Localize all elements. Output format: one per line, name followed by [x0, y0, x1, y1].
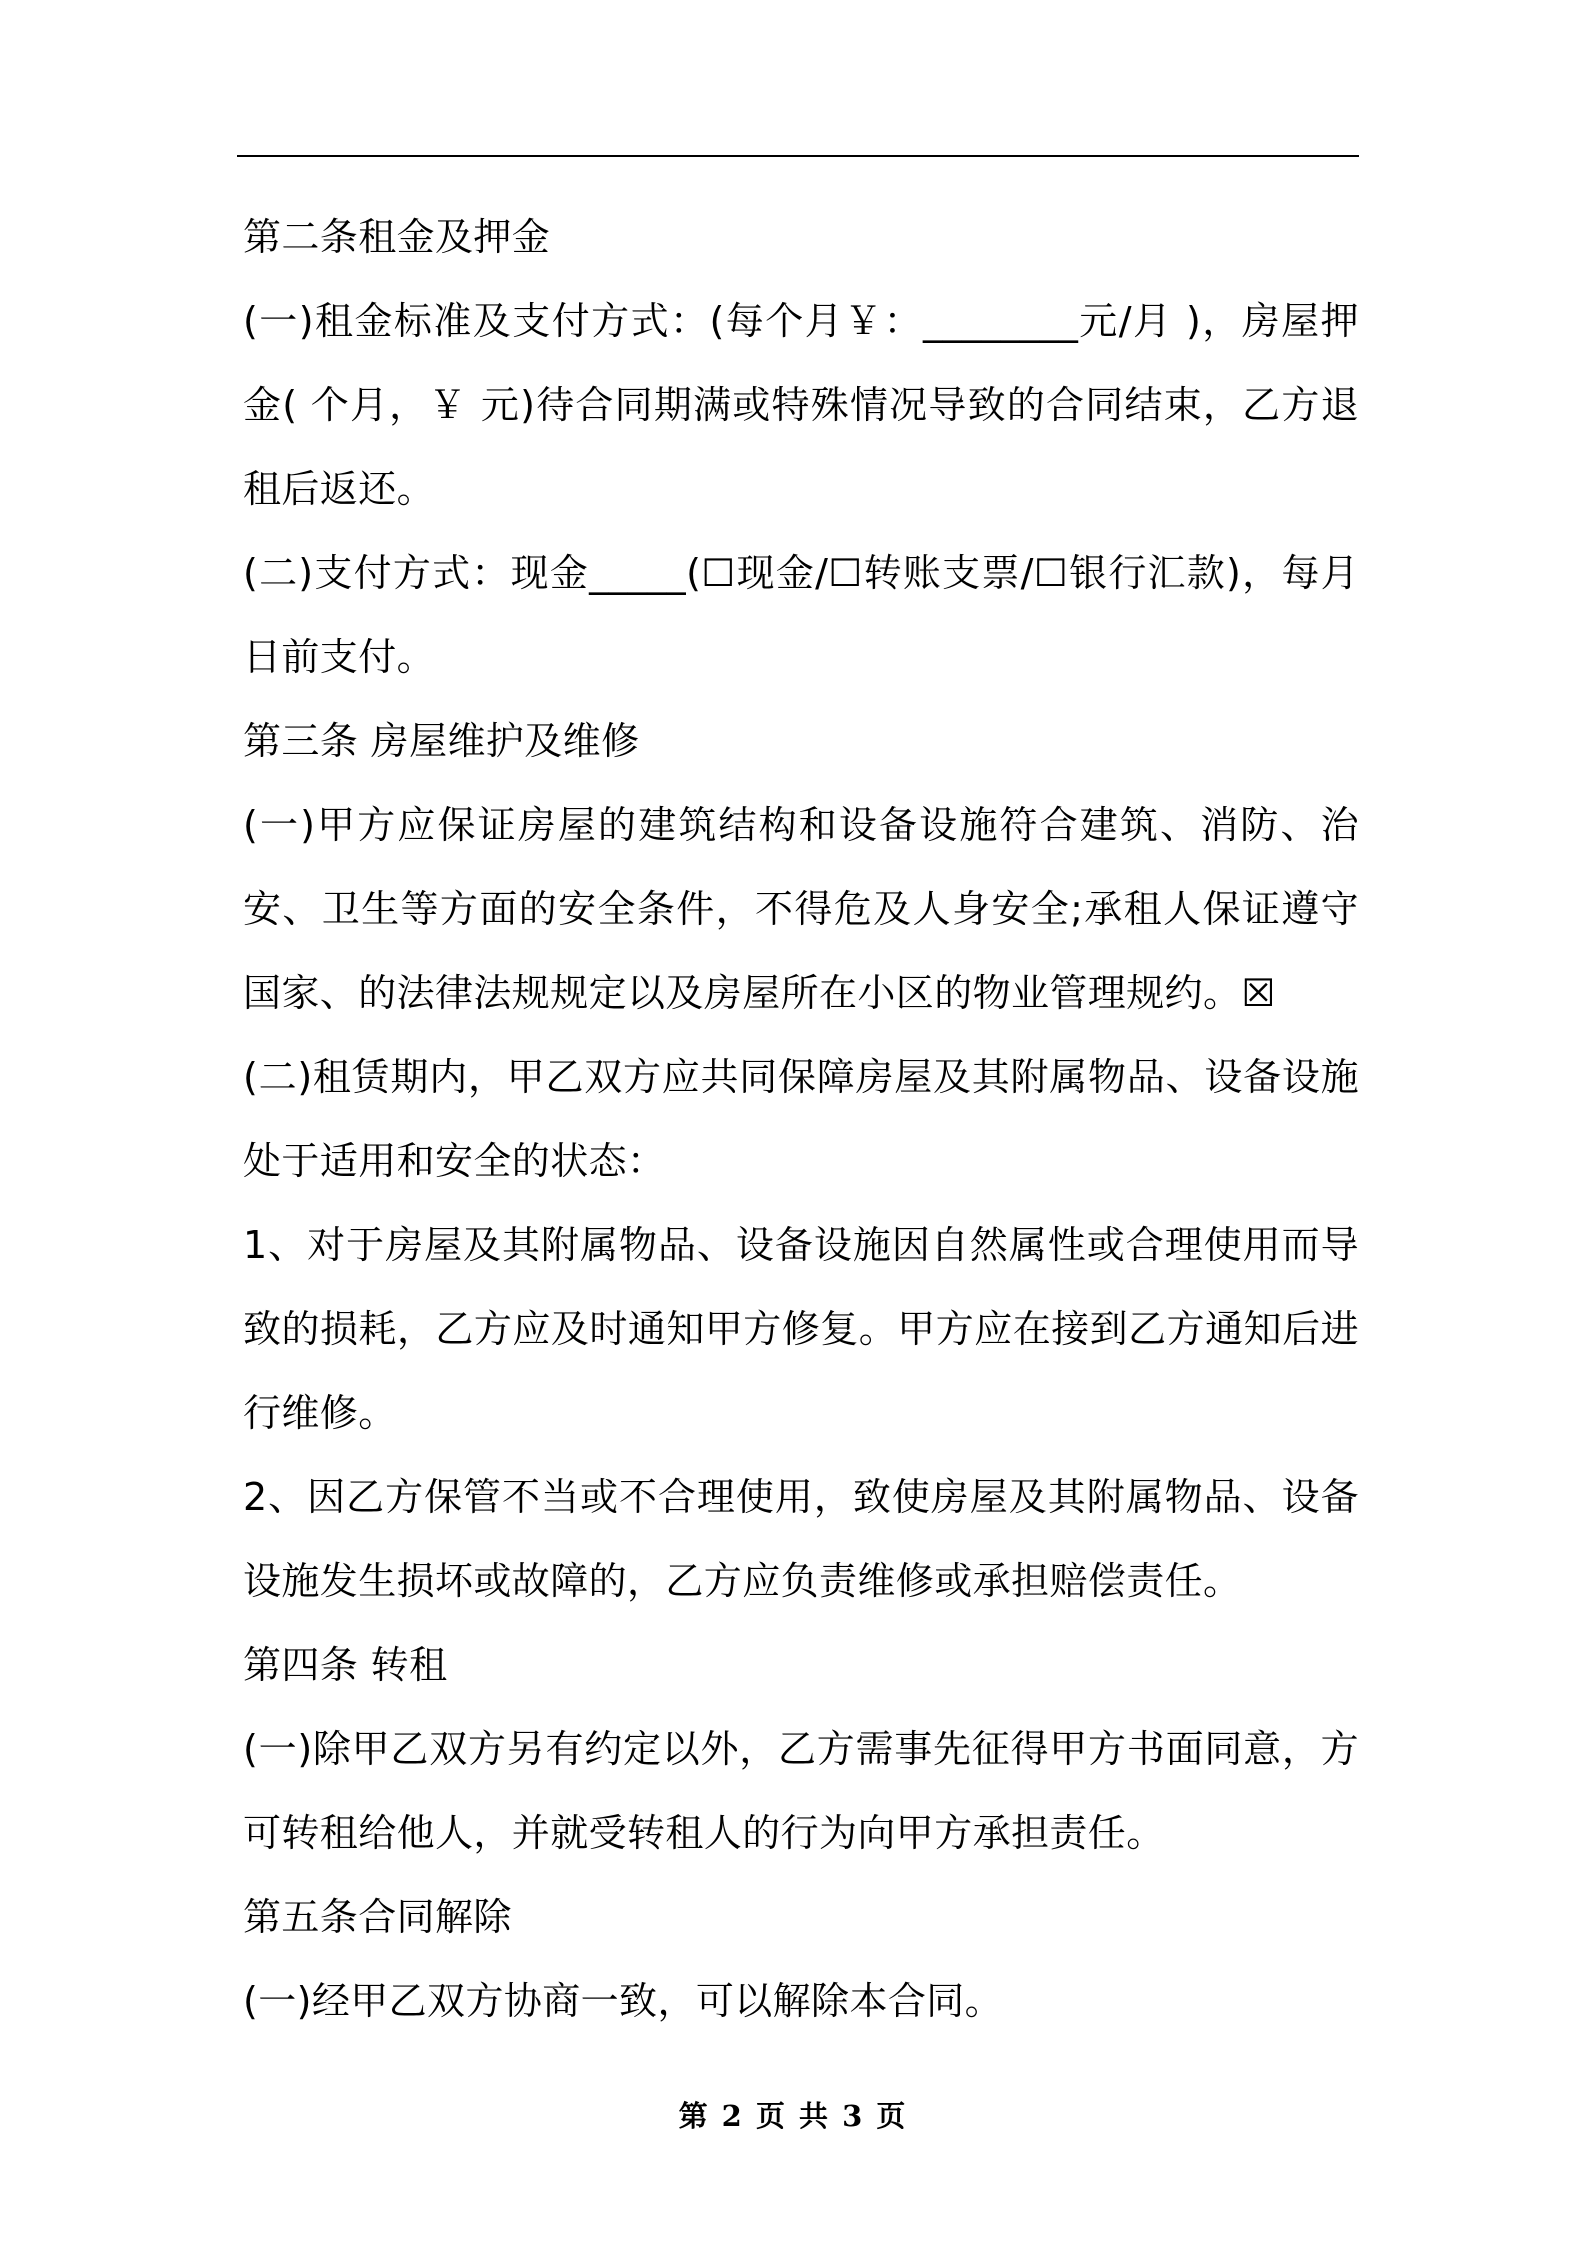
header-rule: [237, 155, 1359, 157]
paragraph-clause-1: 1、对于房屋及其附属物品、设备设施因自然属性或合理使用而导致的损耗，乙方应及时通知甲方修复。甲方应在接到乙方通知后进行维修。: [243, 1223, 1359, 1435]
page-number: 第 2 页 共 3 页: [678, 2099, 908, 2133]
paragraph-landlord-safety: (一)甲方应保证房屋的建筑结构和设备设施符合建筑、消防、治安、卫生等方面的安全条件，不得危及人身安全;承租人保证遵守国家、的法律法规规定以及房屋所在小区的物业管理规约。☒: [243, 803, 1359, 1015]
section-heading-maintenance: 第三条 房屋维护及维修: [243, 719, 640, 763]
section-heading-sublease: 第四条 转租: [243, 1643, 448, 1687]
section-heading-termination: 第五条合同解除: [243, 1895, 512, 1939]
paragraph-payment-method: (二)支付方式：现金_____(☐现金/☐转账支票/☐银行汇款)，每月 日前支付。: [243, 551, 1372, 679]
paragraph-termination: (一)经甲乙双方协商一致，可以解除本合同。: [243, 1979, 1004, 2023]
section-heading-rent-deposit: 第二条租金及押金: [243, 215, 551, 259]
paragraph-clause-2: 2、因乙方保管不当或不合理使用，致使房屋及其附属物品、设备设施发生损坏或故障的，乙方应负责维修或承担赔偿责任。: [243, 1475, 1359, 1603]
paragraph-lease-period: (二)租赁期内，甲乙双方应共同保障房屋及其附属物品、设备设施处于适用和安全的状态：: [243, 1055, 1359, 1183]
paragraph-rent-standard: (一)租金标准及支付方式：(每个月￥：________元/月 )，房屋押金( 个月，￥ 元)待合同期满或特殊情况导致的合同结束，乙方退租后返还。: [243, 299, 1359, 511]
document-body: [243, 195, 1372, 2043]
paragraph-sublease: (一)除甲乙双方另有约定以外，乙方需事先征得甲方书面同意，方可转租给他人，并就受转租人的行为向甲方承担责任。: [243, 1727, 1359, 1855]
